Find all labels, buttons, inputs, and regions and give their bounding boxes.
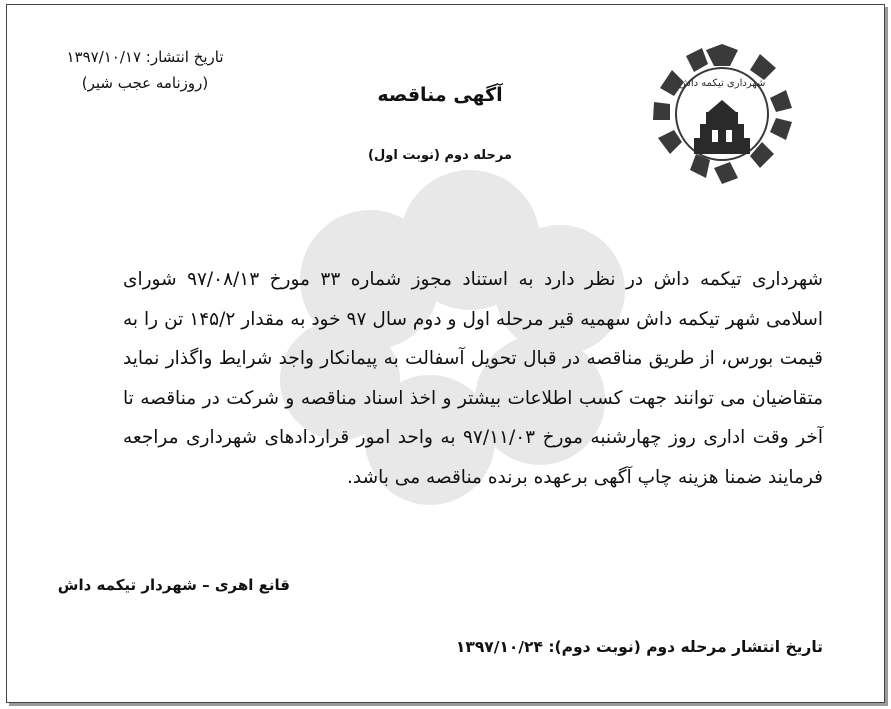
notice-title: آگهی مناقصه bbox=[377, 84, 503, 106]
notice-subtitle: مرحله دوم (نوبت اول) bbox=[368, 148, 512, 163]
municipality-logo-icon bbox=[650, 42, 795, 187]
publication-date: تاریخ انتشار: ۱۳۹۷/۱۰/۱۷ bbox=[66, 48, 224, 66]
signature: قانع اهری – شهردار تیکمه داش bbox=[57, 576, 290, 594]
newspaper-name: (روزنامه عجب شیر) bbox=[81, 74, 209, 92]
logo-text: شهرداری تیکمه داش bbox=[678, 78, 766, 89]
publication-info bbox=[40, 44, 250, 96]
second-publication-date: تاریخ انتشار مرحله دوم (نوبت دوم): ۱۳۹۷/۱۰/۲۴ bbox=[455, 638, 823, 656]
notice-body: شهرداری تیکمه داش در نظر دارد به استناد مجوز شماره ۳۳ مورخ ۹۷/۰۸/۱۳ شورای اسلامی شهر تیکمه داش سهمیه قیر مرحله اول و دوم سال ۹۷ خود به مقدار ۱۴۵/۲ تن را به قیمت بورس، از طریق مناقصه در قبال تحویل آسفالت به پیمانکار واجد شرایط واگذار نماید متقاضیان می توانند جهت کسب اطلاعات بیشتر و اخذ اسناد مناقصه و شرکت در مناقصه تا آخر وقت اداری روز چهارشنبه مورخ ۹۷/۱۱/۰۳ به واحد امور قراردادهای شهرداری مراجعه فرمایند ضمنا هزینه چاپ آگهی برعهده برنده مناقصه می باشد. bbox=[123, 269, 824, 488]
